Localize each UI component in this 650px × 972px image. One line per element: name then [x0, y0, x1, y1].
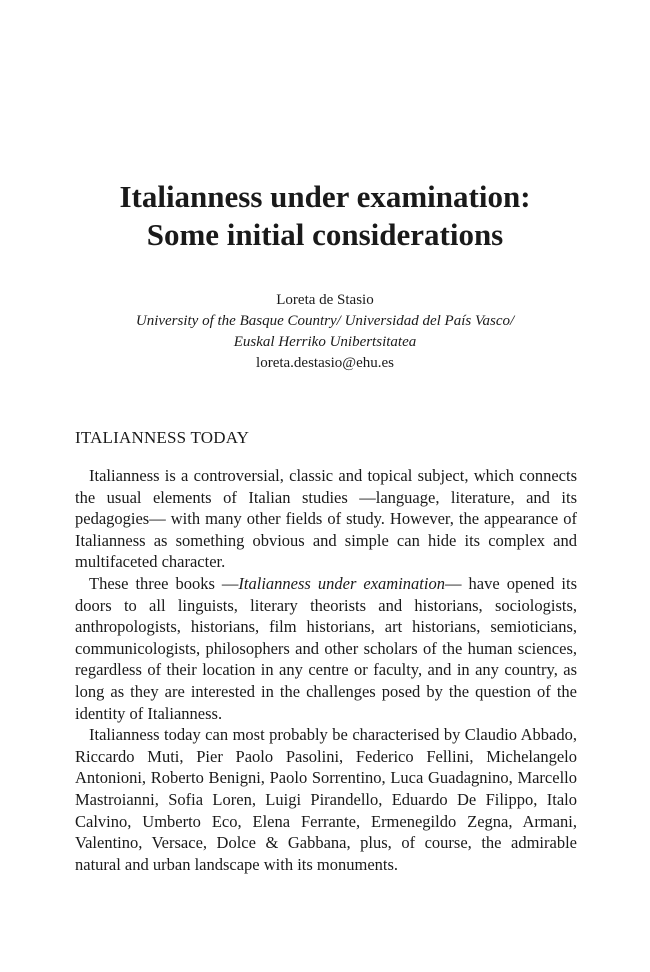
book-title-italic: Italianness under examination — [238, 573, 445, 593]
paragraph-3: Italianness today can most probably be characterised by Claudio Abbado, Riccardo Muti, Pier Paolo Pasolini, Federico Fellini, Michelangelo Antonioni, Roberto Benigni, Paolo Sorrentino, Luca Guadagnino, Marcello Mastroianni, Sofia Loren, Luigi Pirandello, Eduardo De Filippo, Italo Calvino, Umberto Eco, Elena Ferrante, Ermenegildo Zegna, Armani, Valentino, Versace, Dolce & Gabbana, plus, of course, the admirable natural and urban landscape with its monuments. — [75, 725, 577, 874]
body-text — [75, 465, 577, 875]
paragraph-2-start: These three books — — [89, 573, 239, 593]
author-block — [0, 290, 650, 374]
title-line-2: Some initial considerations — [146, 217, 504, 252]
author-name: Loreta de Stasio — [276, 292, 374, 308]
paragraph-2 — [75, 573, 577, 724]
page-title — [0, 178, 650, 254]
author-affiliation-2: Euskal Herriko Unibertsitatea — [233, 334, 417, 350]
section-heading: ITALIANNESS TODAY — [75, 428, 250, 447]
paragraph-2-end: — have opened its doors to all linguists, literary theorists and historians, sociologists, anthropologists, historians, film historians, art historians, semioticians, communicologists, philosophers and other scholars of the human sciences, regardless of their location in any centre or faculty, and in any country, as long as they are interested in the challenges posed by the question of the identity of Italianness. — [75, 573, 577, 723]
title-line-1: Italianness under examination: — [119, 179, 531, 214]
author-email[interactable]: loreta.destasio@ehu.es — [256, 355, 394, 371]
author-affiliation-1: University of the Basque Country/ Universidad del País Vasco/ — [135, 313, 515, 329]
paragraph-1: Italianness is a controversial, classic and topical subject, which connects the usual elements of Italian studies —language, literature, and its pedagogies— with many other fields of study. However, the appearance of Italianness as something obvious and simple can hide its complex and multifaceted character. — [75, 466, 577, 572]
